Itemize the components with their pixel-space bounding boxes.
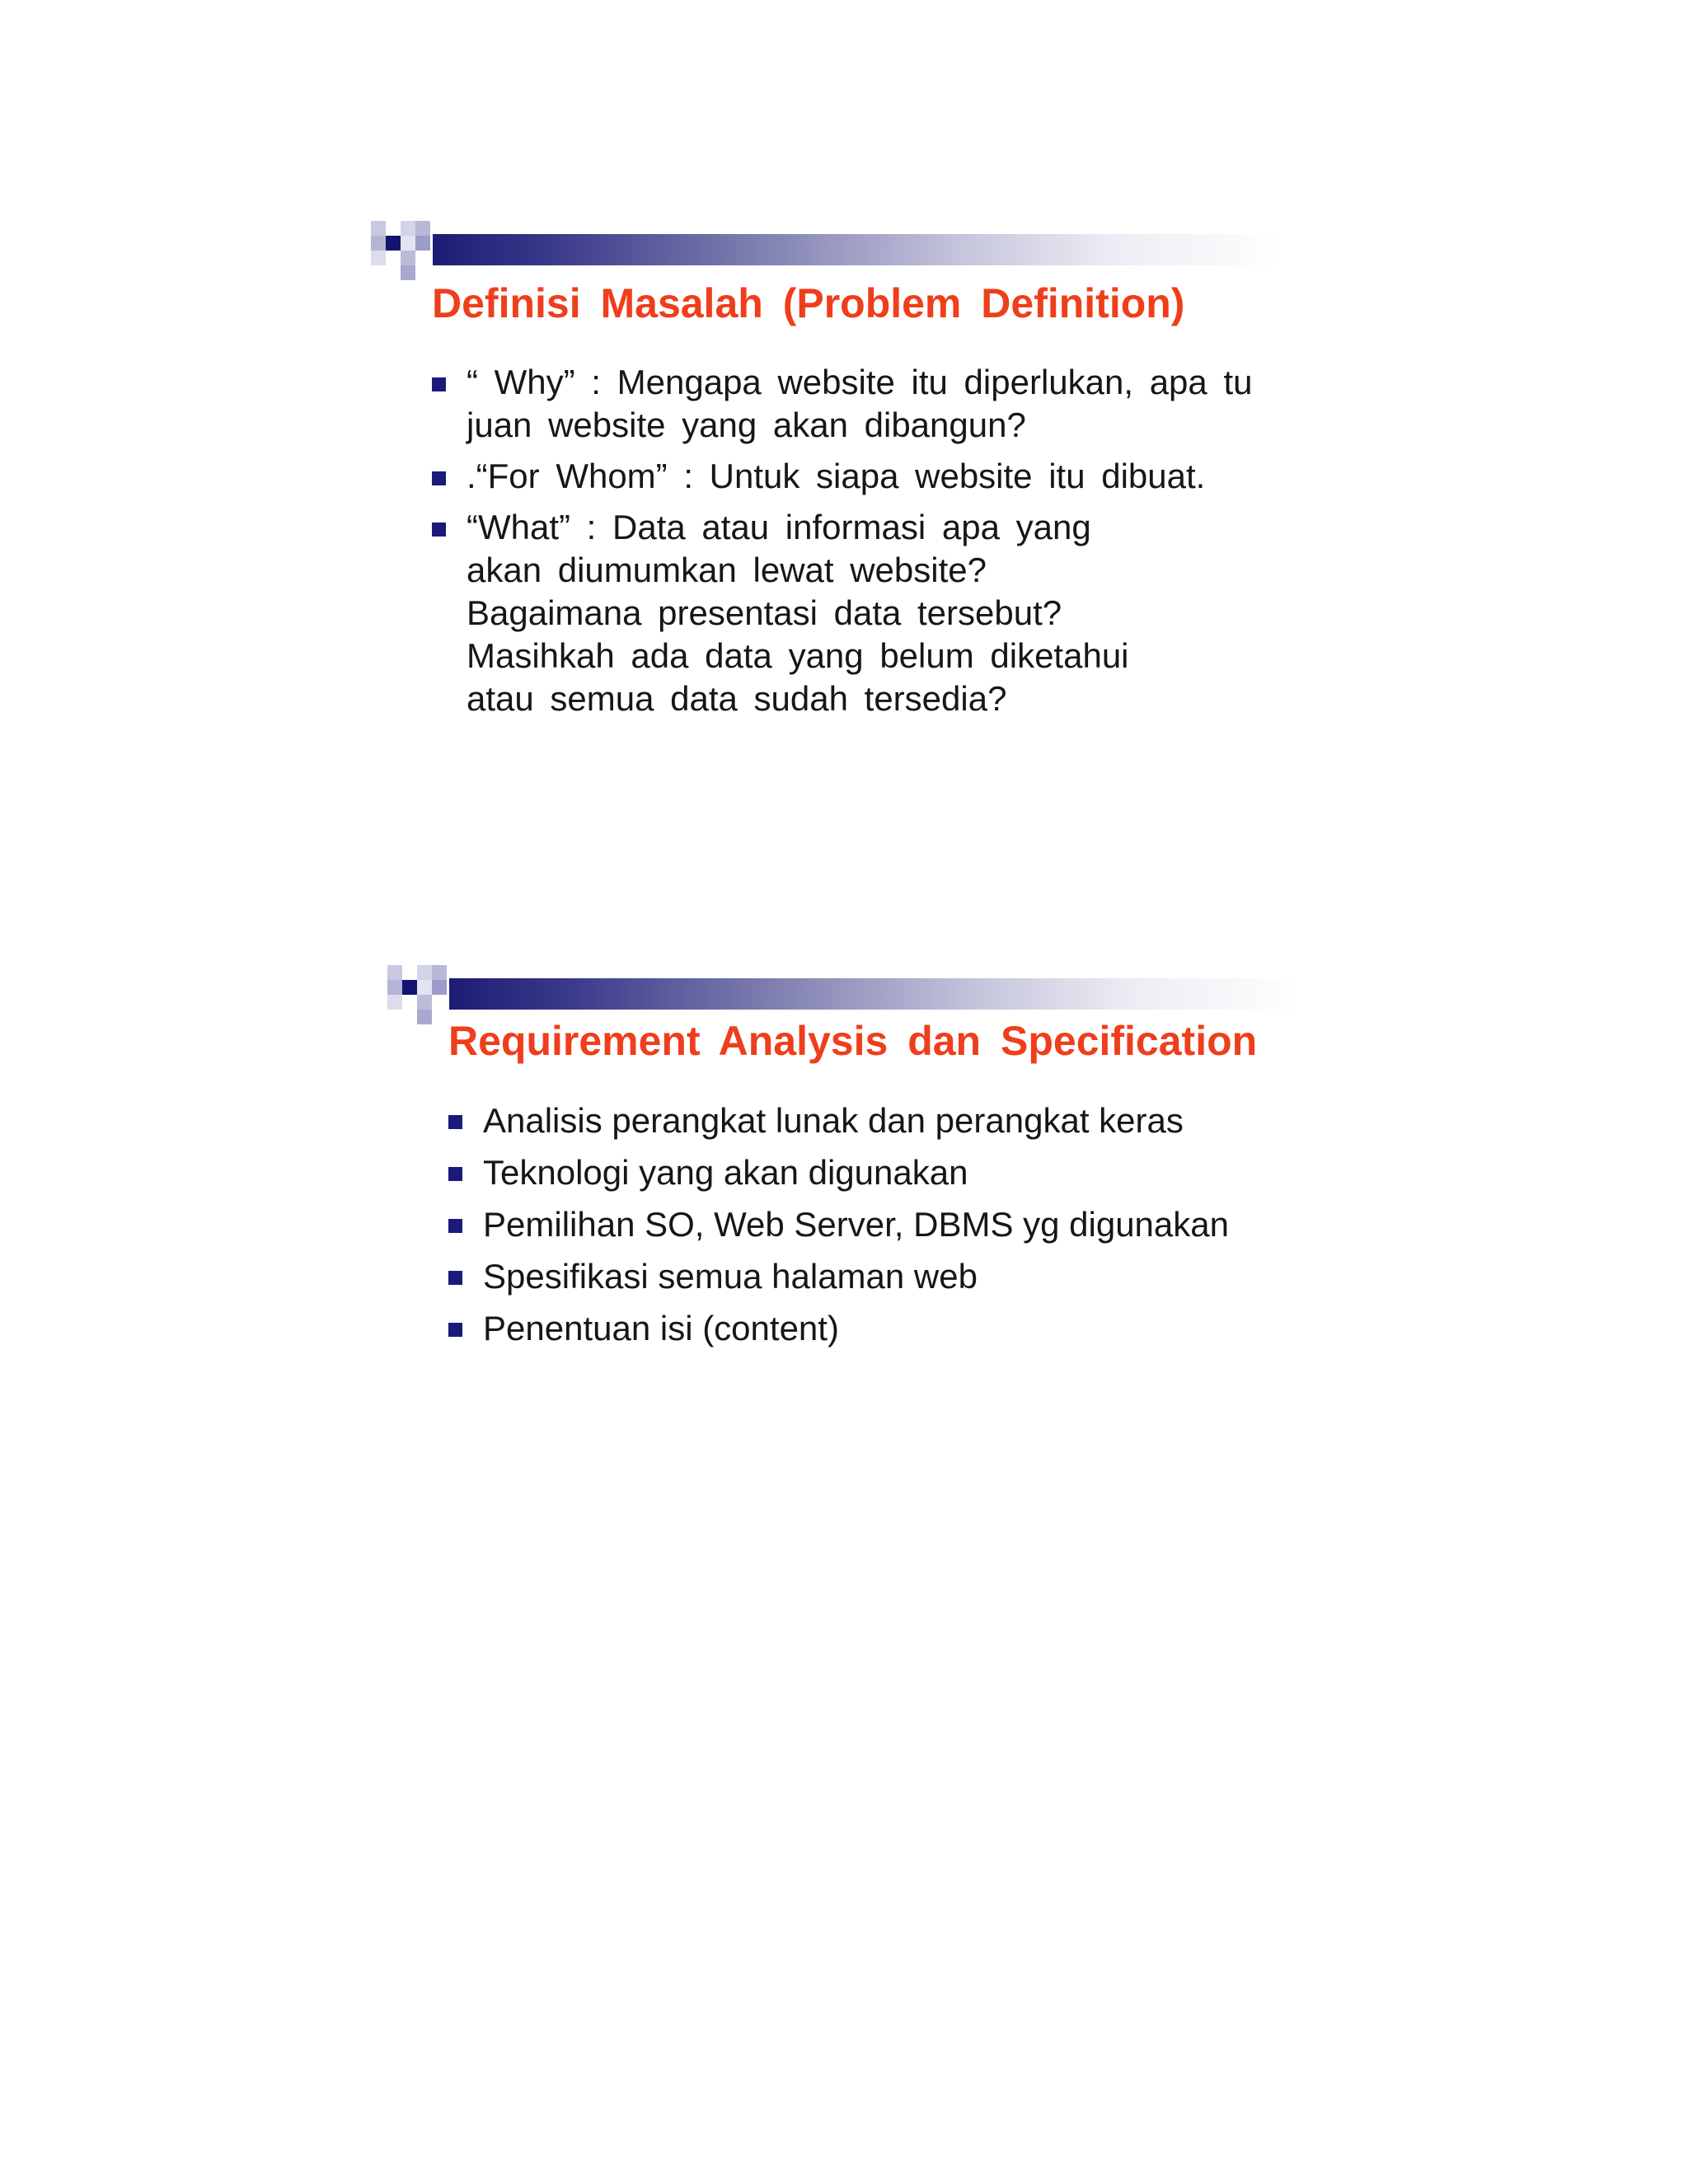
- decor-square: [386, 221, 401, 236]
- slide-problem-definition: [371, 216, 1278, 727]
- decor-square: [401, 265, 415, 280]
- bullet-line: “ Why” : Mengapa website itu diperlukan, apa tu: [467, 363, 1253, 401]
- bullet-item-page-spec: [448, 1250, 1229, 1302]
- bullet-line: Teknologi yang akan digunakan: [483, 1153, 968, 1192]
- slide-header-decoration: [387, 960, 1294, 1021]
- square-bullet-icon: [432, 523, 446, 537]
- decor-square: [415, 221, 430, 236]
- decor-square: [371, 236, 386, 251]
- decor-square: [402, 980, 417, 995]
- decor-square: [387, 995, 402, 1010]
- bullet-item-why: [432, 361, 1252, 447]
- bullet-line: Bagaimana presentasi data tersebut?: [467, 593, 1062, 632]
- decor-square: [432, 980, 447, 995]
- square-bullet-icon: [448, 1115, 462, 1129]
- bullet-line: akan diumumkan lewat website?: [467, 551, 987, 589]
- decor-square: [417, 965, 432, 980]
- bullet-item-what: [432, 506, 1252, 720]
- decor-square: [401, 251, 415, 265]
- bullet-line: Masihkah ada data yang belum diketahui: [467, 636, 1129, 675]
- bullet-item-technology: [448, 1146, 1229, 1198]
- bullet-list: [448, 1094, 1229, 1354]
- decor-square: [386, 236, 401, 251]
- square-bullet-icon: [448, 1271, 462, 1285]
- decor-square: [386, 251, 401, 265]
- decor-square: [432, 965, 447, 980]
- header-gradient-bar: [449, 978, 1298, 1010]
- bullet-item-software-hardware: [448, 1094, 1229, 1146]
- decor-square: [417, 1010, 432, 1024]
- bullet-line: juan website yang akan dibangun?: [467, 405, 1026, 444]
- slide-header-decoration: [371, 216, 1278, 277]
- slide-requirement-analysis: [387, 960, 1294, 1471]
- bullet-line: .“For Whom” : Untuk siapa website itu dibuat.: [467, 457, 1206, 495]
- decor-square: [415, 236, 430, 251]
- bullet-item-os-server-dbms: [448, 1198, 1229, 1250]
- bullet-line: Penentuan isi (content): [483, 1309, 839, 1347]
- slide-title: Requirement Analysis dan Specification: [448, 1018, 1258, 1064]
- decor-square: [387, 965, 402, 980]
- decor-square: [371, 251, 386, 265]
- decor-square: [402, 965, 417, 980]
- header-gradient-bar: [433, 234, 1282, 265]
- square-bullet-icon: [448, 1323, 462, 1337]
- square-bullet-icon: [448, 1219, 462, 1233]
- decor-square: [417, 995, 432, 1010]
- bullet-line: Spesifikasi semua halaman web: [483, 1257, 978, 1296]
- decor-square: [417, 980, 432, 995]
- bullet-list: [432, 361, 1252, 729]
- slide-title: Definisi Masalah (Problem Definition): [432, 280, 1185, 326]
- bullet-line: Pemilihan SO, Web Server, DBMS yg digunakan: [483, 1205, 1229, 1244]
- bullet-item-for-whom: [432, 455, 1252, 498]
- decor-square: [401, 221, 415, 236]
- decor-square: [387, 980, 402, 995]
- square-bullet-icon: [448, 1167, 462, 1181]
- bullet-line: Analisis perangkat lunak dan perangkat keras: [483, 1101, 1184, 1140]
- bullet-item-content: [448, 1302, 1229, 1354]
- decor-square: [401, 236, 415, 251]
- decor-square: [402, 995, 417, 1010]
- square-bullet-icon: [432, 471, 446, 485]
- bullet-line: atau semua data sudah tersedia?: [467, 679, 1007, 718]
- square-bullet-icon: [432, 377, 446, 391]
- bullet-line: “What” : Data atau informasi apa yang: [467, 508, 1091, 546]
- decor-square: [371, 221, 386, 236]
